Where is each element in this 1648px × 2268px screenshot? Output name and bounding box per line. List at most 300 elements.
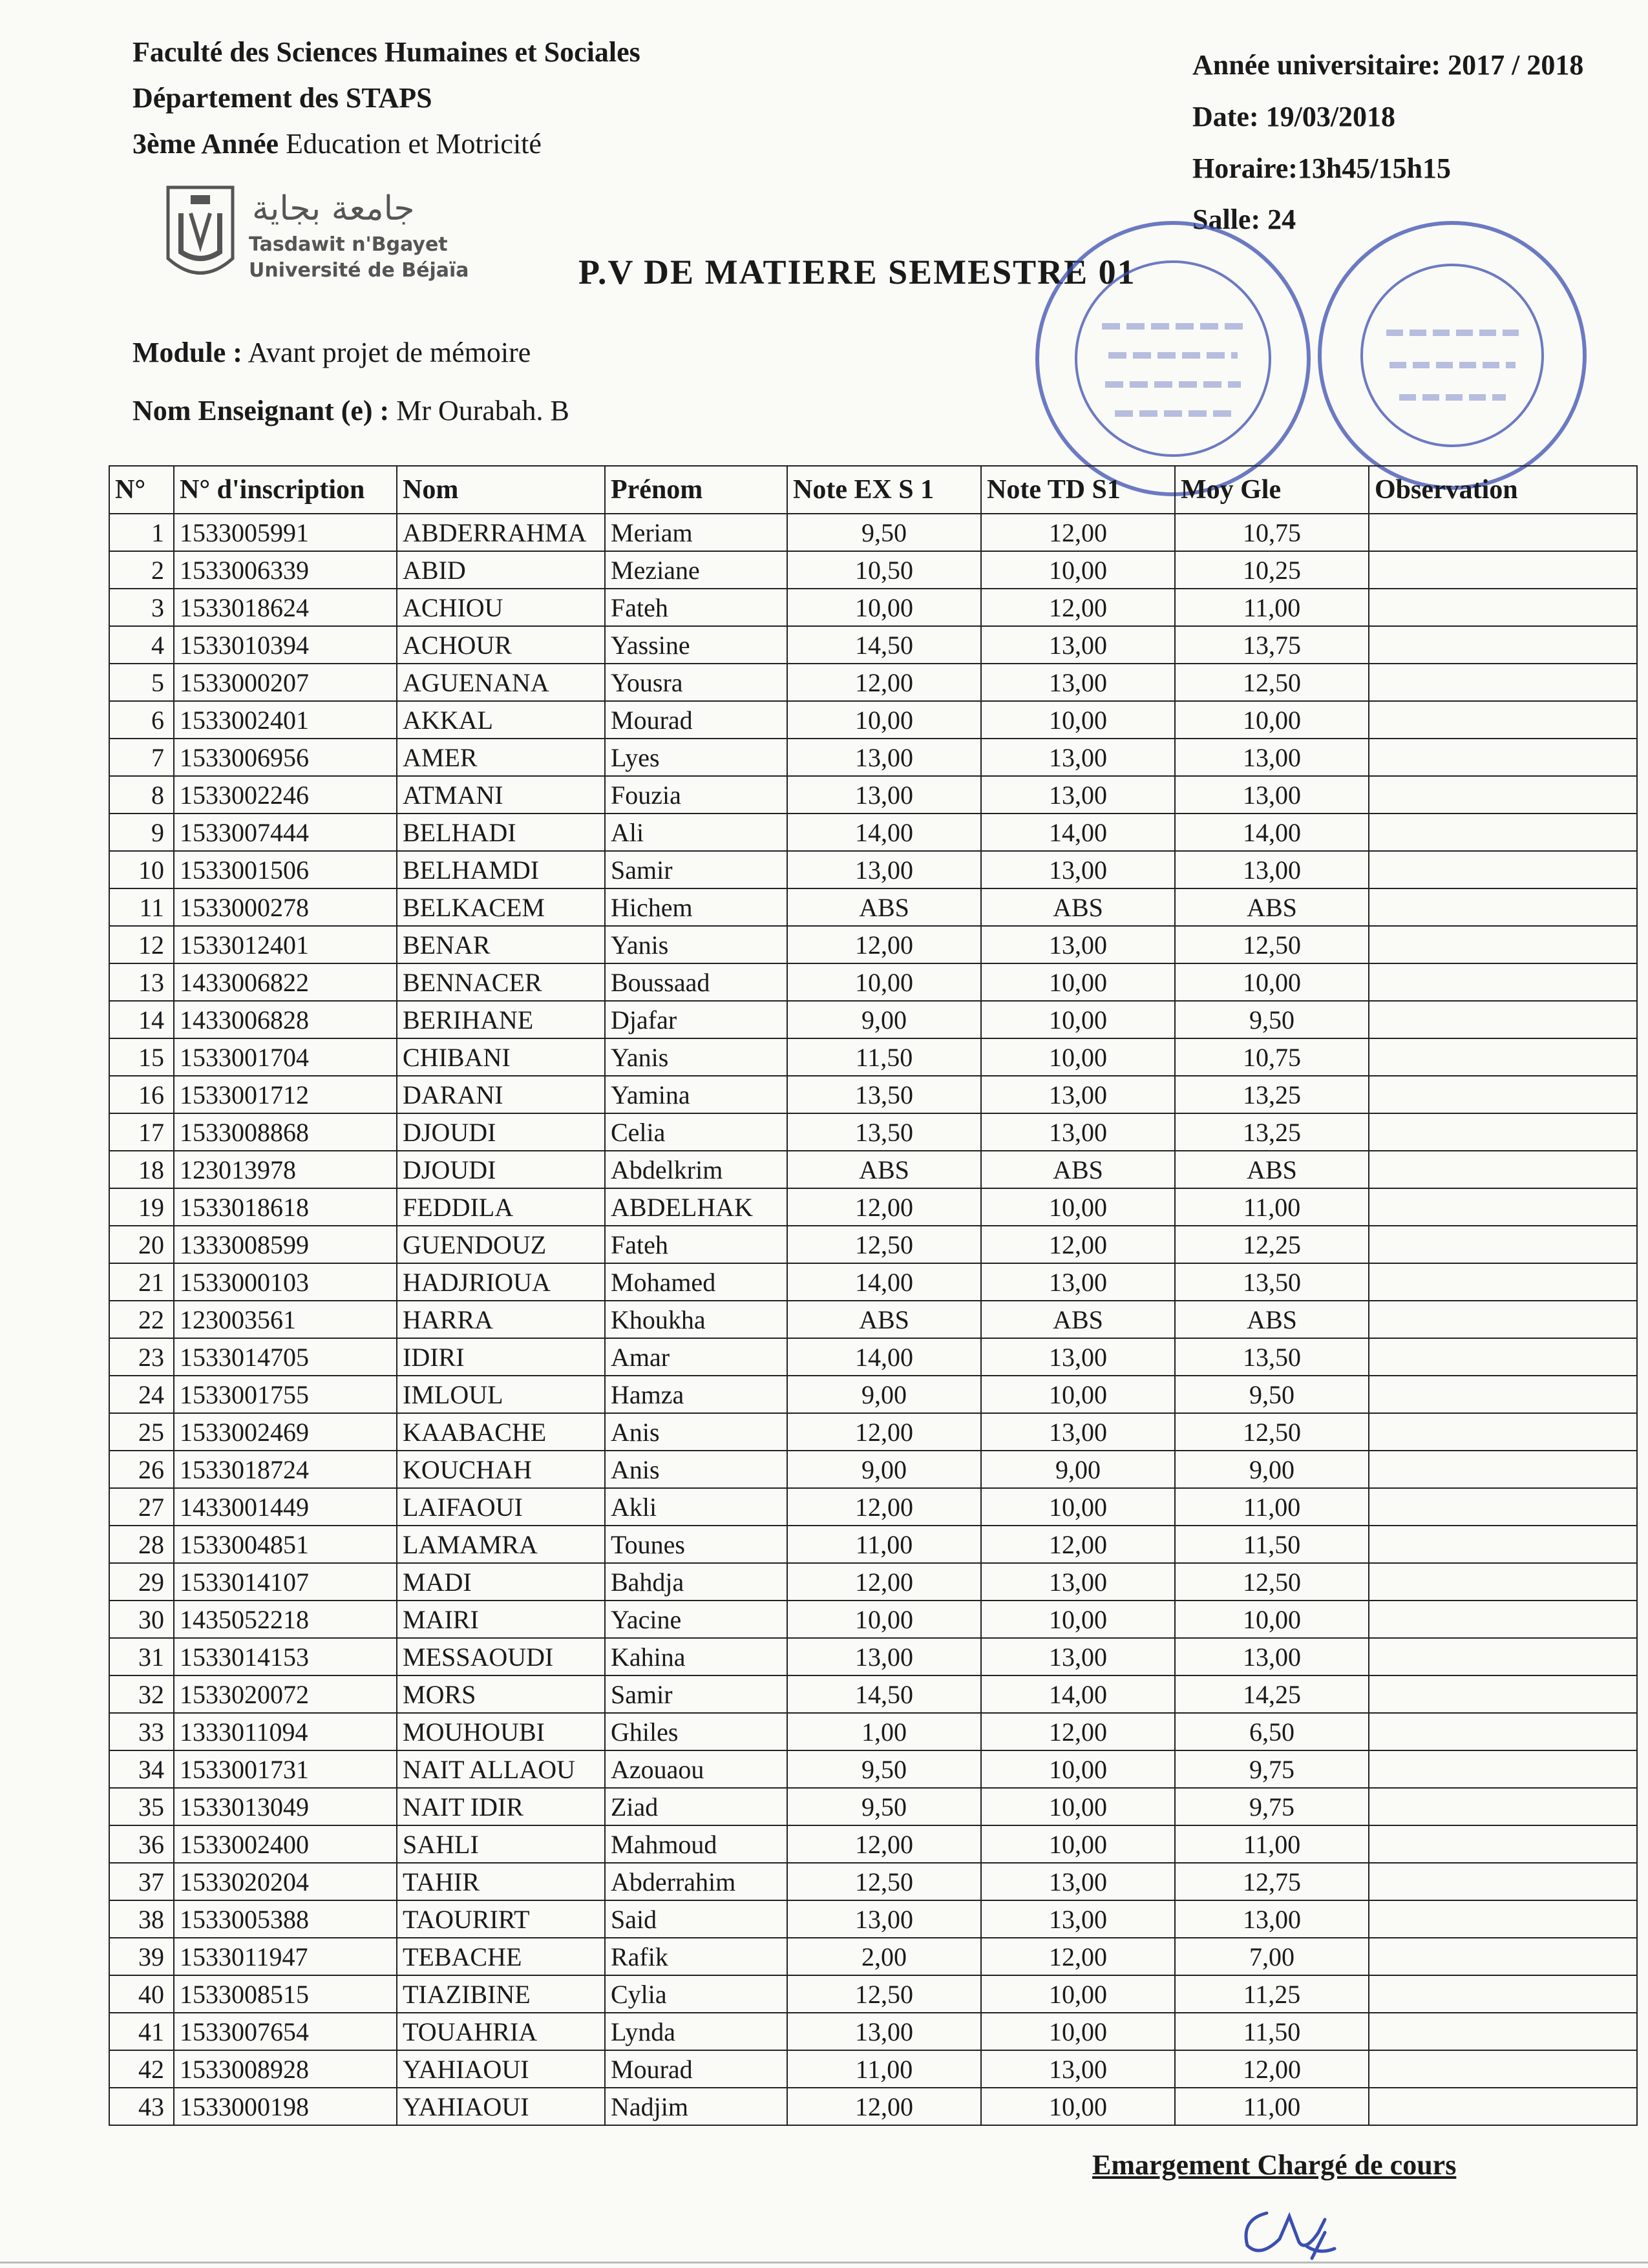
logo-arabic: جامعة بجاية <box>252 189 415 228</box>
cell-col-td-grade: ABS <box>981 1301 1175 1338</box>
cell-col-last-name: KOUCHAH <box>397 1451 605 1488</box>
cell-col-td-grade: 13,00 <box>981 1413 1175 1451</box>
cell-col-observation <box>1369 1863 1637 1900</box>
cell-col-registration: 1533006956 <box>174 739 397 776</box>
cell-col-first-name: Amar <box>605 1338 787 1376</box>
cell-col-registration: 1533010394 <box>174 626 397 664</box>
cell-col-observation <box>1369 514 1637 551</box>
cell-col-exam-grade: 14,50 <box>787 626 981 664</box>
cell-col-last-name: IMLOUL <box>397 1376 605 1413</box>
cell-col-td-grade: 12,00 <box>981 1226 1175 1263</box>
table-row <box>109 1825 1637 1863</box>
cell-col-registration: 1533001506 <box>174 851 397 888</box>
header-col-registration: N° d'inscription <box>174 466 397 514</box>
cell-col-observation <box>1369 1638 1637 1675</box>
cell-col-first-name: Mourad <box>605 2050 787 2088</box>
cell-col-last-name: HARRA <box>397 1301 605 1338</box>
table-row <box>109 1526 1637 1563</box>
cell-col-exam-grade: 14,00 <box>787 1338 981 1376</box>
cell-col-first-name: Mohamed <box>605 1263 787 1301</box>
cell-col-registration: 1533013049 <box>174 1788 397 1825</box>
cell-col-last-name: IDIRI <box>397 1338 605 1376</box>
cell-col-observation <box>1369 1750 1637 1788</box>
cell-col-td-grade: 10,00 <box>981 1601 1175 1638</box>
header-col-td-grade: Note TD S1 <box>981 466 1175 514</box>
cell-col-first-name: Samir <box>605 851 787 888</box>
cell-col-registration: 1333011094 <box>174 1713 397 1750</box>
cell-col-observation <box>1369 664 1637 701</box>
cell-col-number: 31 <box>109 1638 174 1675</box>
header-col-first-name: Prénom <box>605 466 787 514</box>
cell-col-exam-grade: 14,00 <box>787 1263 981 1301</box>
cell-col-registration: 123003561 <box>174 1301 397 1338</box>
cell-col-last-name: ATMANI <box>397 776 605 814</box>
cell-col-registration: 1533018618 <box>174 1188 397 1226</box>
table-row <box>109 1301 1637 1338</box>
teacher-label: Nom Enseignant (e) : <box>132 395 390 426</box>
cell-col-last-name: BELHAMDI <box>397 851 605 888</box>
cell-col-last-name: YAHIAOUI <box>397 2088 605 2125</box>
cell-col-number: 16 <box>109 1076 174 1113</box>
cell-col-observation <box>1369 1675 1637 1713</box>
cell-col-observation <box>1369 1563 1637 1601</box>
cell-col-observation <box>1369 2088 1637 2125</box>
cell-col-average: 10,00 <box>1175 963 1369 1001</box>
table-row <box>109 1675 1637 1713</box>
cell-col-td-grade: ABS <box>981 888 1175 926</box>
cell-col-average: 12,50 <box>1175 664 1369 701</box>
cell-col-td-grade: 13,00 <box>981 1076 1175 1113</box>
cell-col-exam-grade: 13,00 <box>787 1638 981 1675</box>
cell-col-last-name: TAHIR <box>397 1863 605 1900</box>
cell-col-number: 40 <box>109 1975 174 2013</box>
cell-col-number: 15 <box>109 1038 174 1076</box>
cell-col-number: 2 <box>109 551 174 589</box>
cell-col-observation <box>1369 776 1637 814</box>
cell-col-exam-grade: 13,00 <box>787 1900 981 1938</box>
cell-col-last-name: NAIT IDIR <box>397 1788 605 1825</box>
table-row <box>109 514 1637 551</box>
cell-col-first-name: Abdelkrim <box>605 1151 787 1188</box>
cell-col-observation <box>1369 1301 1637 1338</box>
cell-col-average: 10,00 <box>1175 701 1369 739</box>
cell-col-observation <box>1369 1151 1637 1188</box>
cell-col-average: 12,50 <box>1175 1413 1369 1451</box>
cell-col-average: 12,25 <box>1175 1226 1369 1263</box>
cell-col-number: 37 <box>109 1863 174 1900</box>
cell-col-average: 13,00 <box>1175 739 1369 776</box>
table-row <box>109 1338 1637 1376</box>
cell-col-exam-grade: 13,00 <box>787 776 981 814</box>
cell-col-average: 11,50 <box>1175 2013 1369 2050</box>
cell-col-exam-grade: 12,50 <box>787 1226 981 1263</box>
table-row <box>109 776 1637 814</box>
university-stamp-icon <box>1309 216 1596 494</box>
table-row <box>109 851 1637 888</box>
cell-col-td-grade: 12,00 <box>981 1938 1175 1975</box>
cell-col-exam-grade: 13,00 <box>787 851 981 888</box>
cell-col-average: 14,00 <box>1175 814 1369 851</box>
cell-col-registration: 1533002400 <box>174 1825 397 1863</box>
cell-col-td-grade: 13,00 <box>981 1900 1175 1938</box>
handwritten-signature-icon <box>1228 2194 1357 2265</box>
cell-col-average: 9,00 <box>1175 1451 1369 1488</box>
teacher-line <box>132 394 569 427</box>
cell-col-td-grade: 13,00 <box>981 851 1175 888</box>
cell-col-average: 11,50 <box>1175 1526 1369 1563</box>
header-col-observation: Observation <box>1369 466 1637 514</box>
cell-col-exam-grade: 12,00 <box>787 1413 981 1451</box>
table-row <box>109 1563 1637 1601</box>
cell-col-number: 3 <box>109 589 174 626</box>
cell-col-exam-grade: 9,50 <box>787 1750 981 1788</box>
cell-col-first-name: Rafik <box>605 1938 787 1975</box>
cell-col-first-name: Nadjim <box>605 2088 787 2125</box>
cell-col-exam-grade: 2,00 <box>787 1938 981 1975</box>
table-row <box>109 1750 1637 1788</box>
page-title: P.V DE MATIERE SEMESTRE 01 <box>578 253 1136 291</box>
cell-col-number: 29 <box>109 1563 174 1601</box>
cell-col-number: 17 <box>109 1113 174 1151</box>
table-row <box>109 1001 1637 1038</box>
cell-col-registration: 1533018624 <box>174 589 397 626</box>
cell-col-registration: 1533020204 <box>174 1863 397 1900</box>
university-logo-icon <box>155 174 469 304</box>
cell-col-registration: 1533008868 <box>174 1113 397 1151</box>
cell-col-first-name: Yacine <box>605 1601 787 1638</box>
cell-col-first-name: Boussaad <box>605 963 787 1001</box>
cell-col-registration: 1533006339 <box>174 551 397 589</box>
cell-col-exam-grade: 13,00 <box>787 739 981 776</box>
cell-col-registration: 123013978 <box>174 1151 397 1188</box>
cell-col-registration: 1533005388 <box>174 1900 397 1938</box>
cell-col-average: ABS <box>1175 1151 1369 1188</box>
header-col-last-name: Nom <box>397 466 605 514</box>
cell-col-registration: 1433001449 <box>174 1488 397 1526</box>
cell-col-average: 6,50 <box>1175 1713 1369 1750</box>
cell-col-td-grade: 12,00 <box>981 1713 1175 1750</box>
table-row <box>109 1601 1637 1638</box>
table-row <box>109 1713 1637 1750</box>
cell-col-observation <box>1369 626 1637 664</box>
cell-col-exam-grade: 1,00 <box>787 1713 981 1750</box>
table-row <box>109 963 1637 1001</box>
cell-col-last-name: ABDERRAHMA <box>397 514 605 551</box>
cell-col-observation <box>1369 1938 1637 1975</box>
cell-col-last-name: LAMAMRA <box>397 1526 605 1563</box>
cell-col-td-grade: 10,00 <box>981 1376 1175 1413</box>
table-row <box>109 1188 1637 1226</box>
header-col-average: Moy Gle <box>1175 466 1369 514</box>
cell-col-observation <box>1369 2013 1637 2050</box>
cell-col-last-name: DARANI <box>397 1076 605 1113</box>
cell-col-td-grade: 10,00 <box>981 1488 1175 1526</box>
cell-col-average: 10,00 <box>1175 1601 1369 1638</box>
cell-col-observation <box>1369 701 1637 739</box>
cell-col-registration: 1533011947 <box>174 1938 397 1975</box>
cell-col-average: 12,50 <box>1175 1563 1369 1601</box>
cell-col-registration: 1533001731 <box>174 1750 397 1788</box>
cell-col-first-name: Yassine <box>605 626 787 664</box>
cell-col-td-grade: 10,00 <box>981 2088 1175 2125</box>
cell-col-td-grade: 10,00 <box>981 1038 1175 1076</box>
cell-col-td-grade: 10,00 <box>981 1750 1175 1788</box>
cell-col-number: 41 <box>109 2013 174 2050</box>
cell-col-exam-grade: 11,00 <box>787 2050 981 2088</box>
cell-col-registration: 1533000207 <box>174 664 397 701</box>
cell-col-average: 10,25 <box>1175 551 1369 589</box>
cell-col-observation <box>1369 1188 1637 1226</box>
cell-col-average: 12,75 <box>1175 1863 1369 1900</box>
cell-col-average: ABS <box>1175 888 1369 926</box>
cell-col-registration: 1533000198 <box>174 2088 397 2125</box>
cell-col-first-name: Djafar <box>605 1001 787 1038</box>
cell-col-first-name: Azouaou <box>605 1750 787 1788</box>
cell-col-first-name: Fateh <box>605 1226 787 1263</box>
table-row <box>109 1638 1637 1675</box>
cell-col-observation <box>1369 926 1637 963</box>
cell-col-td-grade: 10,00 <box>981 1788 1175 1825</box>
cell-col-exam-grade: 12,00 <box>787 926 981 963</box>
cell-col-first-name: Yanis <box>605 926 787 963</box>
table-row <box>109 701 1637 739</box>
cell-col-number: 35 <box>109 1788 174 1825</box>
cell-col-first-name: Hamza <box>605 1376 787 1413</box>
table-row <box>109 1863 1637 1900</box>
cell-col-number: 34 <box>109 1750 174 1788</box>
cell-col-number: 5 <box>109 664 174 701</box>
table-row <box>109 926 1637 963</box>
cell-col-first-name: Anis <box>605 1451 787 1488</box>
table-row <box>109 1488 1637 1526</box>
cell-col-first-name: Lynda <box>605 2013 787 2050</box>
cell-col-last-name: BELKACEM <box>397 888 605 926</box>
cell-col-exam-grade: ABS <box>787 1301 981 1338</box>
cell-col-number: 38 <box>109 1900 174 1938</box>
cell-col-average: 13,75 <box>1175 626 1369 664</box>
table-row <box>109 2050 1637 2088</box>
cell-col-exam-grade: 9,00 <box>787 1451 981 1488</box>
table-row <box>109 1263 1637 1301</box>
cell-col-last-name: TEBACHE <box>397 1938 605 1975</box>
cell-col-last-name: MOUHOUBI <box>397 1713 605 1750</box>
cell-col-number: 9 <box>109 814 174 851</box>
table-row <box>109 1076 1637 1113</box>
cell-col-observation <box>1369 1338 1637 1376</box>
table-row <box>109 1376 1637 1413</box>
cell-col-average: 10,75 <box>1175 1038 1369 1076</box>
cell-col-last-name: AMER <box>397 739 605 776</box>
cell-col-average: 13,25 <box>1175 1076 1369 1113</box>
cell-col-first-name: Said <box>605 1900 787 1938</box>
cell-col-number: 21 <box>109 1263 174 1301</box>
table-row <box>109 1038 1637 1076</box>
cell-col-registration: 1333008599 <box>174 1226 397 1263</box>
table-row <box>109 1900 1637 1938</box>
cell-col-observation <box>1369 589 1637 626</box>
header-left <box>132 36 640 173</box>
module-value: Avant projet de mémoire <box>242 337 531 368</box>
cell-col-number: 22 <box>109 1301 174 1338</box>
cell-col-registration: 1533002246 <box>174 776 397 814</box>
cell-col-average: 11,00 <box>1175 2088 1369 2125</box>
cell-col-observation <box>1369 963 1637 1001</box>
cell-col-average: 13,00 <box>1175 776 1369 814</box>
cell-col-average: 11,00 <box>1175 1488 1369 1526</box>
faculty-name: Faculté des Sciences Humaines et Sociales <box>132 36 640 68</box>
cell-col-average: 13,50 <box>1175 1338 1369 1376</box>
cell-col-observation <box>1369 1226 1637 1263</box>
cell-col-observation <box>1369 739 1637 776</box>
cell-col-td-grade: 13,00 <box>981 1563 1175 1601</box>
cell-col-td-grade: 13,00 <box>981 2050 1175 2088</box>
cell-col-exam-grade: ABS <box>787 1151 981 1188</box>
cell-col-number: 10 <box>109 851 174 888</box>
cell-col-first-name: Meriam <box>605 514 787 551</box>
cell-col-last-name: TIAZIBINE <box>397 1975 605 2013</box>
academic-year: Année universitaire: 2017 / 2018 <box>1192 49 1584 81</box>
cell-col-td-grade: 12,00 <box>981 514 1175 551</box>
table-row <box>109 1788 1637 1825</box>
cell-col-last-name: DJOUDI <box>397 1151 605 1188</box>
cell-col-exam-grade: 12,00 <box>787 1188 981 1226</box>
year-program <box>132 127 640 162</box>
grades-table <box>109 465 1638 2126</box>
cell-col-observation <box>1369 1488 1637 1526</box>
cell-col-registration: 1533012401 <box>174 926 397 963</box>
cell-col-exam-grade: 12,00 <box>787 664 981 701</box>
cell-col-first-name: Kahina <box>605 1638 787 1675</box>
cell-col-exam-grade: 13,00 <box>787 2013 981 2050</box>
cell-col-number: 43 <box>109 2088 174 2125</box>
cell-col-registration: 1533014153 <box>174 1638 397 1675</box>
cell-col-registration: 1533014705 <box>174 1338 397 1376</box>
table-row <box>109 589 1637 626</box>
cell-col-td-grade: 10,00 <box>981 1001 1175 1038</box>
cell-col-number: 7 <box>109 739 174 776</box>
cell-col-first-name: Bahdja <box>605 1563 787 1601</box>
cell-col-registration: 1533018724 <box>174 1451 397 1488</box>
cell-col-number: 27 <box>109 1488 174 1526</box>
cell-col-td-grade: 13,00 <box>981 1338 1175 1376</box>
cell-col-number: 33 <box>109 1713 174 1750</box>
cell-col-last-name: MADI <box>397 1563 605 1601</box>
cell-col-first-name: Ziad <box>605 1788 787 1825</box>
cell-col-observation <box>1369 1038 1637 1076</box>
cell-col-exam-grade: 14,50 <box>787 1675 981 1713</box>
cell-col-td-grade: 10,00 <box>981 1825 1175 1863</box>
cell-col-last-name: ACHOUR <box>397 626 605 664</box>
logo-line2: Université de Béjaïa <box>249 259 469 282</box>
table-row <box>109 888 1637 926</box>
cell-col-average: 13,50 <box>1175 1263 1369 1301</box>
cell-col-last-name: HADJRIOUA <box>397 1263 605 1301</box>
cell-col-first-name: Samir <box>605 1675 787 1713</box>
cell-col-last-name: BENAR <box>397 926 605 963</box>
cell-col-observation <box>1369 1263 1637 1301</box>
exam-date: Date: 19/03/2018 <box>1192 100 1396 132</box>
cell-col-exam-grade: 10,50 <box>787 551 981 589</box>
table-row <box>109 739 1637 776</box>
cell-col-td-grade: 10,00 <box>981 701 1175 739</box>
cell-col-td-grade: 10,00 <box>981 1188 1175 1226</box>
cell-col-exam-grade: 13,50 <box>787 1113 981 1151</box>
cell-col-average: 10,75 <box>1175 514 1369 551</box>
cell-col-observation <box>1369 1788 1637 1825</box>
cell-col-number: 42 <box>109 2050 174 2088</box>
teacher-value: Mr Ourabah. B <box>389 395 569 426</box>
cell-col-number: 4 <box>109 626 174 664</box>
cell-col-registration: 1533001712 <box>174 1076 397 1113</box>
cell-col-last-name: BENNACER <box>397 963 605 1001</box>
cell-col-average: ABS <box>1175 1301 1369 1338</box>
cell-col-td-grade: 10,00 <box>981 963 1175 1001</box>
cell-col-average: 9,75 <box>1175 1750 1369 1788</box>
cell-col-td-grade: 12,00 <box>981 589 1175 626</box>
cell-col-exam-grade: 12,00 <box>787 1488 981 1526</box>
page-bottom-edge <box>0 2262 1648 2263</box>
cell-col-exam-grade: 12,00 <box>787 1825 981 1863</box>
university-logo <box>155 174 469 304</box>
cell-col-td-grade: 10,00 <box>981 1975 1175 2013</box>
cell-col-first-name: Khoukha <box>605 1301 787 1338</box>
cell-col-observation <box>1369 1413 1637 1451</box>
cell-col-number: 13 <box>109 963 174 1001</box>
cell-col-last-name: FEDDILA <box>397 1188 605 1226</box>
cell-col-td-grade: 12,00 <box>981 1526 1175 1563</box>
cell-col-number: 18 <box>109 1151 174 1188</box>
cell-col-observation <box>1369 1526 1637 1563</box>
cell-col-first-name: Ali <box>605 814 787 851</box>
cell-col-exam-grade: 14,00 <box>787 814 981 851</box>
cell-col-observation <box>1369 1601 1637 1638</box>
cell-col-first-name: Fateh <box>605 589 787 626</box>
cell-col-number: 24 <box>109 1376 174 1413</box>
cell-col-exam-grade: 10,00 <box>787 589 981 626</box>
table-row <box>109 664 1637 701</box>
table-row <box>109 2088 1637 2125</box>
cell-col-observation <box>1369 1713 1637 1750</box>
cell-col-observation <box>1369 851 1637 888</box>
table-row <box>109 1151 1637 1188</box>
cell-col-first-name: Mahmoud <box>605 1825 787 1863</box>
cell-col-registration: 1533000278 <box>174 888 397 926</box>
cell-col-last-name: GUENDOUZ <box>397 1226 605 1263</box>
cell-col-observation <box>1369 814 1637 851</box>
cell-col-observation <box>1369 1076 1637 1113</box>
cell-col-average: 9,75 <box>1175 1788 1369 1825</box>
cell-col-td-grade: 14,00 <box>981 814 1175 851</box>
cell-col-exam-grade: 12,00 <box>787 2088 981 2125</box>
cell-col-last-name: TOUAHRIA <box>397 2013 605 2050</box>
table-row <box>109 1226 1637 1263</box>
cell-col-first-name: Hichem <box>605 888 787 926</box>
cell-col-exam-grade: 12,50 <box>787 1863 981 1900</box>
cell-col-last-name: MESSAOUDI <box>397 1638 605 1675</box>
cell-col-registration: 1533008928 <box>174 2050 397 2088</box>
cell-col-exam-grade: 10,00 <box>787 701 981 739</box>
cell-col-number: 6 <box>109 701 174 739</box>
cell-col-number: 39 <box>109 1938 174 1975</box>
table-row <box>109 1975 1637 2013</box>
cell-col-td-grade: ABS <box>981 1151 1175 1188</box>
cell-col-last-name: MORS <box>397 1675 605 1713</box>
cell-col-first-name: Yanis <box>605 1038 787 1076</box>
cell-col-first-name: Akli <box>605 1488 787 1526</box>
cell-col-number: 28 <box>109 1526 174 1563</box>
cell-col-registration: 1433006822 <box>174 963 397 1001</box>
cell-col-average: 14,25 <box>1175 1675 1369 1713</box>
